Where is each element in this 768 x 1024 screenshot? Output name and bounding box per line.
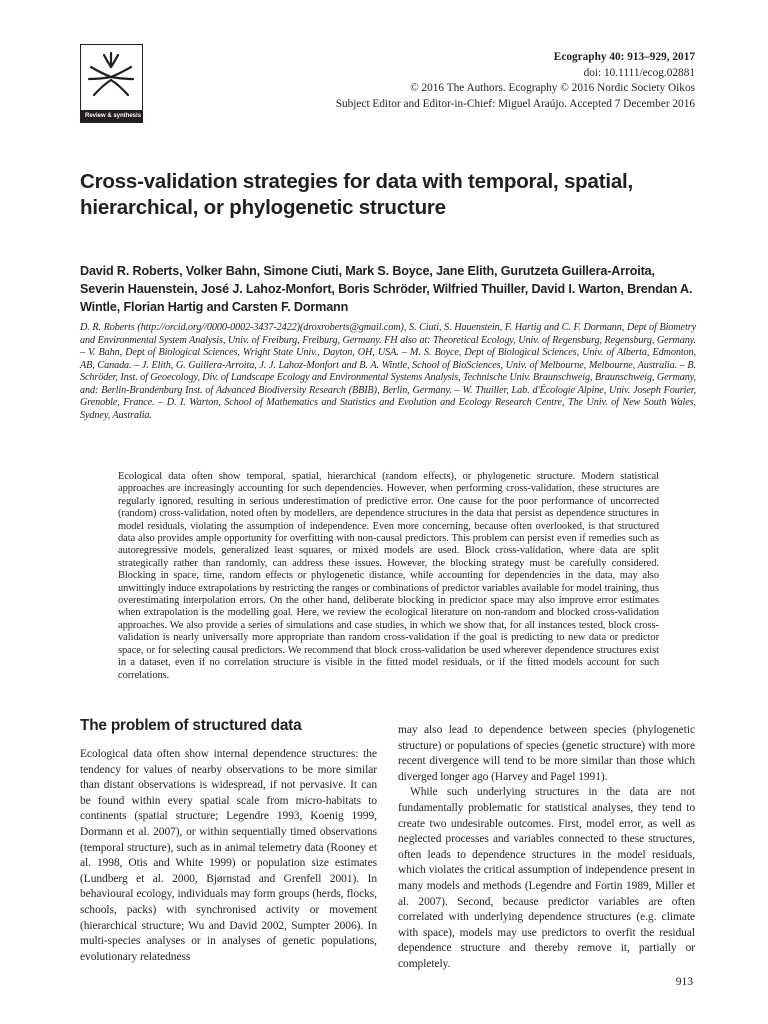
- page-number: 913: [675, 976, 693, 988]
- article-title: Cross-validation strategies for data with temporal, spatial, hierarchical, or phylogenetic structure: [80, 170, 634, 219]
- journal-logo: [80, 44, 143, 123]
- body-paragraph: While such underlying structures in the data are not fundamentally problematic for statistical analyses, they tend to create two undesirable outcomes. First, model error, as well as neglected processes and variables connected to these structures, often leads to dependence structures in the model residuals, which violates the critical assumption of independence present in many models and methods (Legendre and Fortin 1989, Miller et al. 2007). Second, because predictor variables are often correlated with underlying dependence structures (e.g. climate with space), models may use predictors to overfit the residual dependence structure and thereby remove it, partially or completely.: [398, 786, 695, 970]
- author-list: David R. Roberts, Volker Bahn, Simone Ciuti, Mark S. Boyce, Jane Elith, Gurutzeta Guillera-Arroita, Severin Hauenstein, José J. Lahoz-Monfort, Boris Schröder, Wilfried Thuiller, David I. Warton, Brendan A. Wintle, Florian Hartig and Carsten F. Dormann: [80, 264, 693, 314]
- abstract: Ecological data often show temporal, spatial, hierarchical (random effects), or phylogenetic structure. Modern statistical approaches are increasingly accounting for such dependencies. However, when performing cross-validation, these structures are regularly ignored, resulting in serious underestimation of predictive error. One cause for the poor performance of uncorrected (random) cross-validation, noted often by modellers, are dependence structures in the data that persist as dependence structures in model residuals, violating the assumption of independence. Even more concerning, because often overlooked, is that structured data also provides ample opportunity for overfitting with non-causal predictors. This problem can persist even if remedies such as autoregressive models, generalized least squares, or mixed models are used. Block cross-validation, where data are split strategically rather than randomly, can address these issues. However, the blocking strategy must be carefully considered. Blocking in space, time, random effects or phylogenetic distance, while accounting for dependencies in the data, may also unwittingly induce extrapolations by restricting the ranges or combinations of predictor variables available for model training, thus overestimating interpolation errors. On the other hand, deliberate blocking in predictor space may also improve error estimates when extrapolation is the modelling goal. Here, we review the ecological literature on non-random and blocked cross-validation approaches. We also provide a series of simulations and case studies, in which we show that, for all instances tested, block cross-validation is nearly universally more appropriate than random cross-validation if the goal is predicting to new data or predictor space, or for selecting causal predictors. We recommend that block cross-validation be used wherever dependence structures exist in a dataset, even if no correlation structure is visible in the fitted model residuals, or if the fitted models account for such correlations.: [118, 471, 659, 681]
- body-paragraph: Ecological data often show internal dependence structures: the tendency for values of nearby observations to be more similar than distant observations is widespread, if not pervasive. It can be found within every spatial scale from micro-habitats to continents (spatial structure; Legendre 1993, Koenig 1999, Dormann et al. 2007), or within sequentially timed observations (temporal structure), such as in animal telemetry data (Rooney et al. 1998, Otis and White 1999) or population size estimates (Lundberg et al. 2000, Bjørnstad and Grenfell 2001). In behavioural ecology, individuals may form groups (herds, flocks, schools, packs) with synchronised activity or movement (hierarchical structure; Wu and David 2002, Sumpter 2006). In multi-species analyses or in analyses of genetic populations, evolutionary relatedness: [80, 748, 377, 963]
- body-column-right: [398, 723, 695, 973]
- journal-citation: Ecography 40: 913–929, 2017: [553, 51, 695, 63]
- ecography-asterisk-logo-icon: [81, 45, 141, 109]
- editor-line: Subject Editor and Editor-in-Chief: Miguel Araújo. Accepted 7 December 2016: [335, 97, 695, 110]
- section-heading: The problem of structured data: [80, 717, 302, 734]
- copyright-line: © 2016 The Authors. Ecography © 2016 Nordic Society Oikos: [410, 82, 695, 94]
- body-column-left: [80, 747, 377, 965]
- affiliations: D. R. Roberts (http://orcid.org//0000-0002-3437-2422)(droxroberts@gmail.com), S. Ciuti, S. Hauenstein, F. Hartig and C. F. Dormann, Dept of Biometry and Environmental System Analysis, Univ. of Freiburg, Freiburg, Germany. FH also at: Theoretical Ecology, Univ. of Regensburg, Regensburg, Germany. – V. Bahn, Dept of Biological Sciences, Wright State Univ., Dayton, OH, USA. – M. S. Boyce, Dept of Biological Sciences, Univ. of Alberta, Edmonton, AB, Canada. – J. Elith, G. Guillera-Arroita, J. J. Lahoz-Monfort and B. A. Wintle, School of BioSciences, Univ. of Melbourne, Melbourne, Australia. – B. Schröder, Inst. of Geoecology, Div. of Landscape Ecology and Environmental Systems Analysis, Technische Univ. Braunschweig, Braunschweig, Germany, and: Berlin-Brandenburg Inst. of Advanced Biodiversity Research (BBIB), Berlin, Germany. – W. Thuiller, Lab. d'Écologie Alpine, Univ. Joseph Fourier, Grenoble, France. – D. I. Warton, School of Mathematics and Statistics and Evolution and Ecology Research Centre, The Univ. of New South Wales, Sydney, Australia.: [80, 322, 696, 421]
- review-synthesis-label: Review & synthesis: [81, 110, 142, 122]
- body-paragraph: may also lead to dependence between species (phylogenetic structure) or populations of species (genetic structure) with more recent divergence will tend to be more similar than those which diverged longer ago (Harvey and Pagel 1991).: [398, 724, 695, 783]
- doi: doi: 10.1111/ecog.02881: [583, 66, 695, 79]
- journal-meta: [336, 50, 695, 112]
